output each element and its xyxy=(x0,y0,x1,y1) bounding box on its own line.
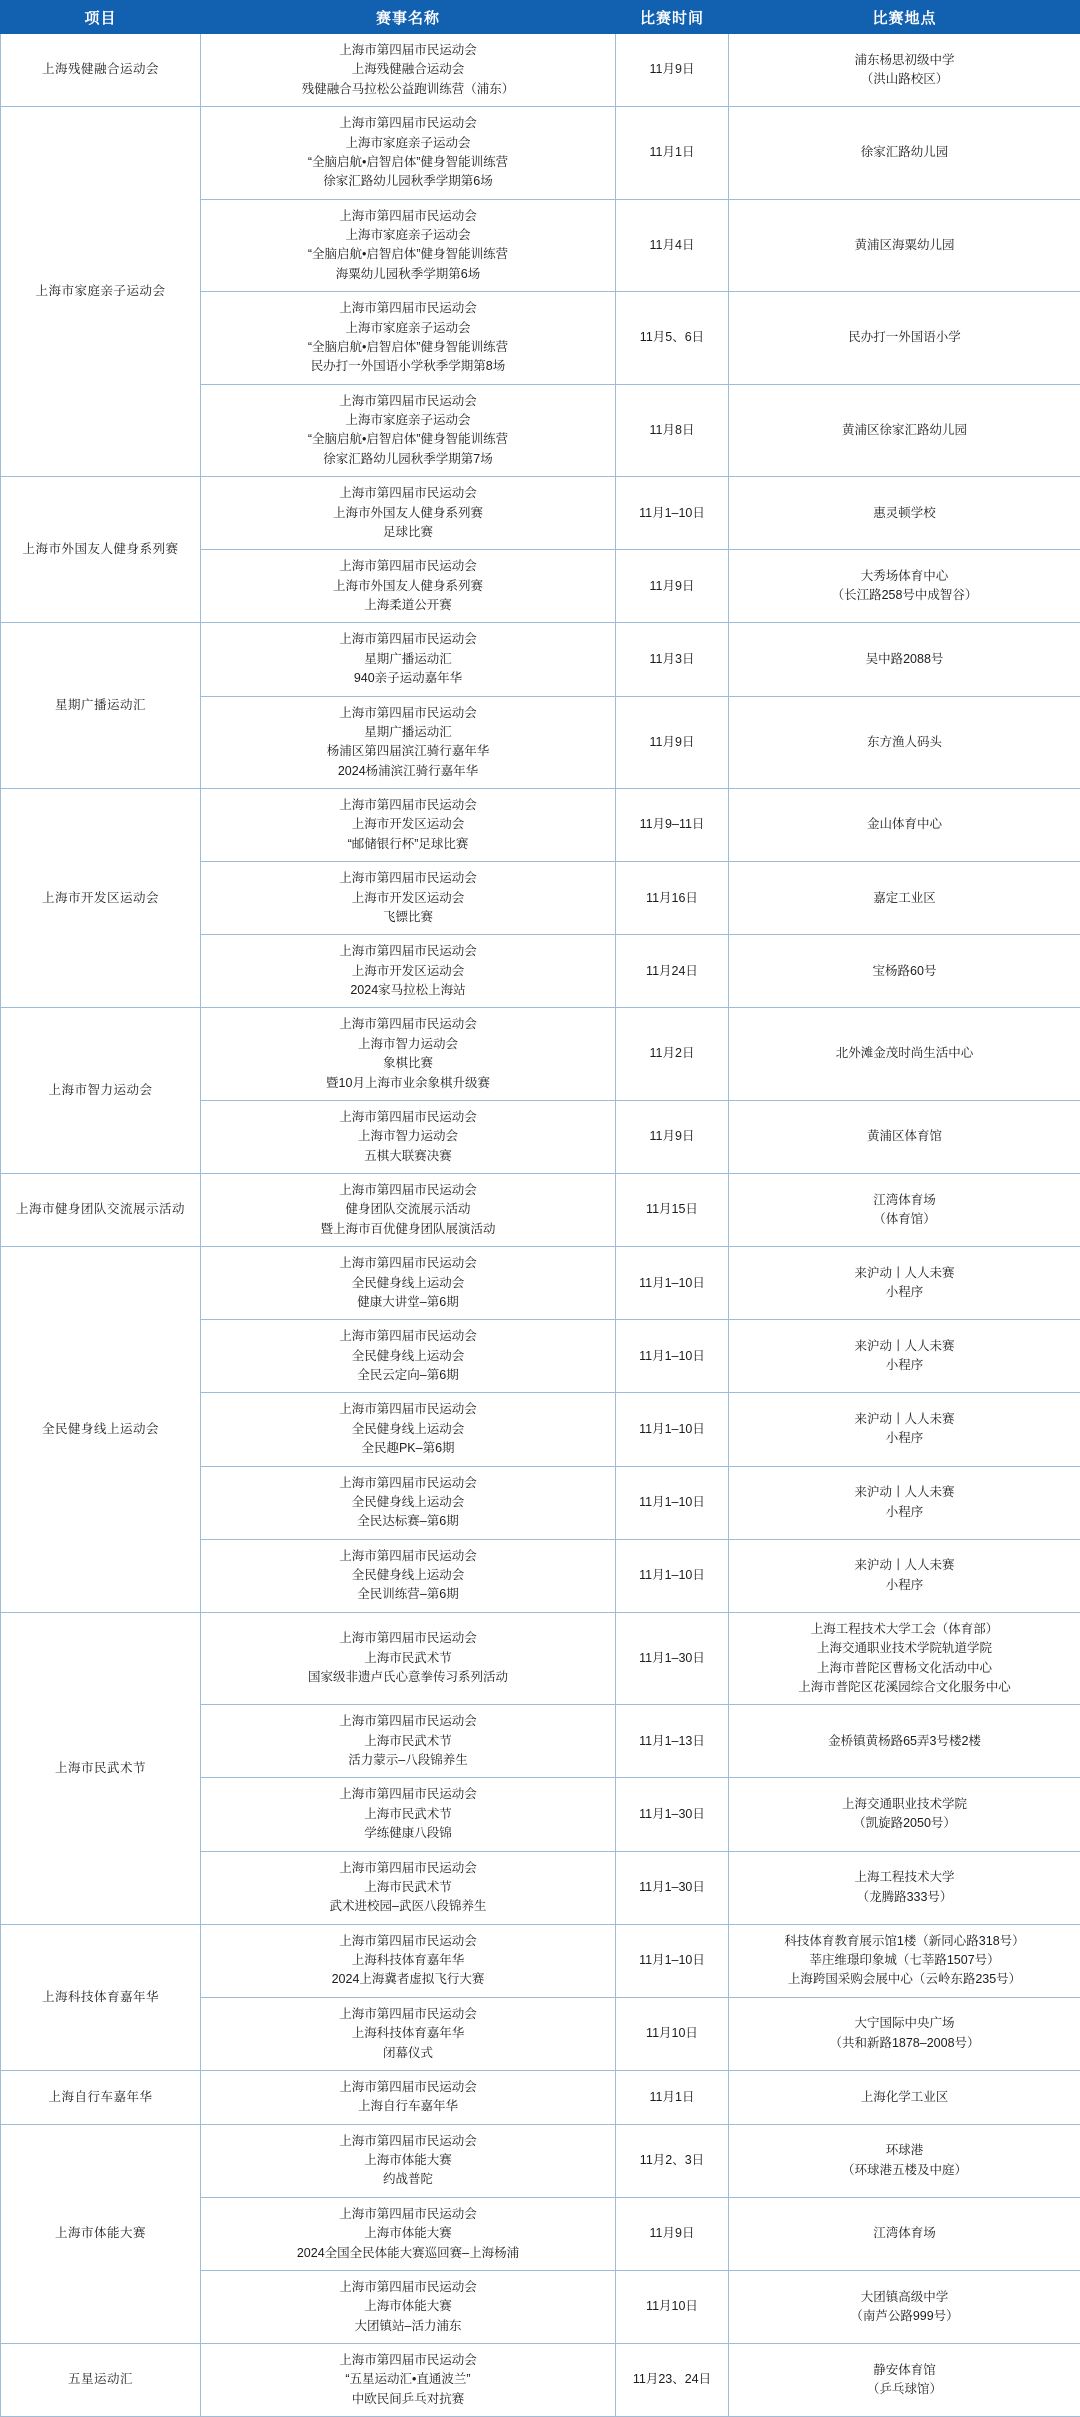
event-name-line: 上海市家庭亲子运动会 xyxy=(205,319,611,338)
event-name-line: 全民健身线上运动会 xyxy=(205,1274,611,1293)
venue-line: 小程序 xyxy=(733,1356,1076,1375)
cell-project: 上海市智力运动会 xyxy=(1,1008,201,1174)
event-name-line: 上海市开发区运动会 xyxy=(205,962,611,981)
table-row xyxy=(1,107,1080,200)
venue-line: 嘉定工业区 xyxy=(733,889,1076,908)
cell-venue xyxy=(729,2070,1080,2124)
cell-venue xyxy=(729,1778,1080,1851)
venue-line: （环球港五楼及中庭） xyxy=(733,2161,1076,2180)
cell-event-name xyxy=(201,1851,616,1924)
table-row xyxy=(1,2344,1080,2417)
cell-project: 五星运动汇 xyxy=(1,2344,201,2417)
event-name-line: 上海市民武术节 xyxy=(205,1805,611,1824)
event-name-line: 上海市智力运动会 xyxy=(205,1127,611,1146)
cell-event-name xyxy=(201,1612,616,1705)
event-name-line: 星期广播运动汇 xyxy=(205,650,611,669)
cell-time: 11月8日 xyxy=(616,384,729,477)
cell-project: 上海市家庭亲子运动会 xyxy=(1,107,201,477)
event-name-line: 上海市第四届市民运动会 xyxy=(205,1932,611,1951)
event-name-line: 全民健身线上运动会 xyxy=(205,1566,611,1585)
cell-venue xyxy=(729,550,1080,623)
cell-event-name xyxy=(201,1778,616,1851)
cell-event-name xyxy=(201,1393,616,1466)
table-row xyxy=(1,34,1080,107)
event-name-line: 民办打一外国语小学秋季学期第8场 xyxy=(205,357,611,376)
cell-time: 11月1–10日 xyxy=(616,1539,729,1612)
event-name-line: 中欧民间乒乓对抗赛 xyxy=(205,2390,611,2409)
venue-line: 科技体育教育展示馆1楼（新同心路318号） xyxy=(733,1932,1076,1951)
cell-venue xyxy=(729,623,1080,696)
venue-line: （乒乓球馆） xyxy=(733,2380,1076,2399)
venue-line: （龙腾路333号） xyxy=(733,1888,1076,1907)
event-name-line: 上海市第四届市民运动会 xyxy=(205,2278,611,2297)
table-body xyxy=(1,34,1080,2417)
venue-line: 黄浦区体育馆 xyxy=(733,1127,1076,1146)
venue-line: 小程序 xyxy=(733,1429,1076,1448)
event-name-line: 全民健身线上运动会 xyxy=(205,1420,611,1439)
cell-time: 11月10日 xyxy=(616,1997,729,2070)
venue-line: 莘庄维璟印象城（七莘路1507号） xyxy=(733,1951,1076,1970)
event-name-line: 活力蒙示–八段锦养生 xyxy=(205,1751,611,1770)
event-name-line: 星期广播运动汇 xyxy=(205,723,611,742)
event-name-line: 上海市外国友人健身系列赛 xyxy=(205,577,611,596)
table-row xyxy=(1,1247,1080,1320)
venue-line: 民办打一外国语小学 xyxy=(733,328,1076,347)
table-row xyxy=(1,789,1080,862)
event-name-line: 上海市第四届市民运动会 xyxy=(205,2205,611,2224)
event-name-line: 健身团队交流展示活动 xyxy=(205,1200,611,1219)
cell-event-name xyxy=(201,935,616,1008)
venue-line: 来沪动丨人人未赛 xyxy=(733,1483,1076,1502)
cell-venue xyxy=(729,107,1080,200)
event-name-line: “全脑启航•启智启体”健身智能训练营 xyxy=(205,245,611,264)
venue-line: 环球港 xyxy=(733,2141,1076,2160)
event-name-line: 上海市家庭亲子运动会 xyxy=(205,134,611,153)
cell-project: 星期广播运动汇 xyxy=(1,623,201,789)
venue-line: 上海交通职业技术学院 xyxy=(733,1795,1076,1814)
cell-time: 11月1–30日 xyxy=(616,1778,729,1851)
event-name-line: “五星运动汇•直通波兰” xyxy=(205,2370,611,2389)
table-row xyxy=(1,1174,1080,1247)
table-header xyxy=(1,1,1080,34)
cell-event-name xyxy=(201,477,616,550)
event-name-line: 上海残健融合运动会 xyxy=(205,60,611,79)
event-name-line: 上海市家庭亲子运动会 xyxy=(205,411,611,430)
cell-event-name xyxy=(201,292,616,385)
venue-line: （共和新路1878–2008号） xyxy=(733,2034,1076,2053)
event-name-line: 上海市智力运动会 xyxy=(205,1035,611,1054)
event-name-line: 上海市外国友人健身系列赛 xyxy=(205,504,611,523)
event-name-line: 上海市第四届市民运动会 xyxy=(205,557,611,576)
cell-time: 11月1–10日 xyxy=(616,477,729,550)
event-name-line: 大团镇站–活力浦东 xyxy=(205,2317,611,2336)
cell-time: 11月1日 xyxy=(616,2070,729,2124)
venue-line: 金桥镇黄杨路65弄3号楼2楼 xyxy=(733,1732,1076,1751)
cell-project: 上海市开发区运动会 xyxy=(1,789,201,1008)
cell-event-name xyxy=(201,2070,616,2124)
event-name-line: 上海市第四届市民运动会 xyxy=(205,796,611,815)
event-name-line: 上海市第四届市民运动会 xyxy=(205,1547,611,1566)
event-name-line: 上海市体能大赛 xyxy=(205,2297,611,2316)
venue-line: 静安体育馆 xyxy=(733,2361,1076,2380)
cell-venue xyxy=(729,935,1080,1008)
cell-venue xyxy=(729,2344,1080,2417)
event-name-line: 上海市第四届市民运动会 xyxy=(205,392,611,411)
cell-time: 11月24日 xyxy=(616,935,729,1008)
cell-venue xyxy=(729,1247,1080,1320)
event-name-line: 全民健身线上运动会 xyxy=(205,1347,611,1366)
cell-event-name xyxy=(201,1924,616,1997)
cell-venue xyxy=(729,1008,1080,1101)
venue-line: 上海化学工业区 xyxy=(733,2088,1076,2107)
cell-event-name xyxy=(201,384,616,477)
venue-line: （洪山路校区） xyxy=(733,70,1076,89)
event-name-line: 上海市第四届市民运动会 xyxy=(205,2005,611,2024)
cell-event-name xyxy=(201,1174,616,1247)
event-name-line: 徐家汇路幼儿园秋季学期第7场 xyxy=(205,450,611,469)
venue-line: 上海市普陀区曹杨文化活动中心 xyxy=(733,1659,1076,1678)
event-name-line: 2024杨浦滨江骑行嘉年华 xyxy=(205,762,611,781)
cell-venue xyxy=(729,292,1080,385)
venue-line: 上海跨国采购会展中心（云岭东路235号） xyxy=(733,1970,1076,1989)
cell-project: 上海残健融合运动会 xyxy=(1,34,201,107)
event-name-line: 2024全国全民体能大赛巡回赛–上海杨浦 xyxy=(205,2244,611,2263)
event-name-line: 全民训练营–第6期 xyxy=(205,1585,611,1604)
cell-project: 全民健身线上运动会 xyxy=(1,1247,201,1613)
event-name-line: 全民云定向–第6期 xyxy=(205,1366,611,1385)
event-name-line: 940亲子运动嘉年华 xyxy=(205,669,611,688)
cell-event-name xyxy=(201,1466,616,1539)
event-name-line: 上海市第四届市民运动会 xyxy=(205,1254,611,1273)
cell-event-name xyxy=(201,696,616,789)
event-name-line: 上海市开发区运动会 xyxy=(205,815,611,834)
cell-project: 上海市外国友人健身系列赛 xyxy=(1,477,201,623)
event-name-line: 杨浦区第四届滨江骑行嘉年华 xyxy=(205,742,611,761)
venue-line: 小程序 xyxy=(733,1503,1076,1522)
event-name-line: 五棋大联赛决赛 xyxy=(205,1147,611,1166)
cell-event-name xyxy=(201,34,616,107)
cell-event-name xyxy=(201,550,616,623)
venue-line: 金山体育中心 xyxy=(733,815,1076,834)
cell-event-name xyxy=(201,1008,616,1101)
cell-time: 11月5、6日 xyxy=(616,292,729,385)
event-name-line: 上海市第四届市民运动会 xyxy=(205,2351,611,2370)
cell-event-name xyxy=(201,1705,616,1778)
cell-venue xyxy=(729,1924,1080,1997)
table-header-row xyxy=(1,1,1080,34)
event-name-line: “全脑启航•启智启体”健身智能训练营 xyxy=(205,430,611,449)
event-name-line: 上海市第四届市民运动会 xyxy=(205,1015,611,1034)
cell-time: 11月1日 xyxy=(616,107,729,200)
event-name-line: 上海科技体育嘉年华 xyxy=(205,1951,611,1970)
cell-venue xyxy=(729,2197,1080,2270)
event-name-line: 飞镖比赛 xyxy=(205,908,611,927)
event-name-line: 上海柔道公开赛 xyxy=(205,596,611,615)
cell-venue xyxy=(729,1851,1080,1924)
venue-line: 小程序 xyxy=(733,1283,1076,1302)
cell-time: 11月4日 xyxy=(616,199,729,292)
cell-event-name xyxy=(201,2344,616,2417)
event-name-line: 上海市第四届市民运动会 xyxy=(205,41,611,60)
event-name-line: 上海市第四届市民运动会 xyxy=(205,1859,611,1878)
event-name-line: 上海市第四届市民运动会 xyxy=(205,1474,611,1493)
event-name-line: 象棋比赛 xyxy=(205,1054,611,1073)
event-name-line: 约战普陀 xyxy=(205,2170,611,2189)
event-name-line: 徐家汇路幼儿园秋季学期第6场 xyxy=(205,172,611,191)
cell-time: 11月9日 xyxy=(616,696,729,789)
cell-event-name xyxy=(201,1539,616,1612)
cell-venue xyxy=(729,1320,1080,1393)
event-name-line: 学练健康八段锦 xyxy=(205,1824,611,1843)
cell-venue xyxy=(729,1100,1080,1173)
venue-line: 小程序 xyxy=(733,1576,1076,1595)
venue-line: 大团镇高级中学 xyxy=(733,2288,1076,2307)
cell-venue xyxy=(729,789,1080,862)
event-name-line: 健康大讲堂–第6期 xyxy=(205,1293,611,1312)
column-header-project: 项目 xyxy=(1,1,201,34)
venue-line: （凯旋路2050号） xyxy=(733,1814,1076,1833)
column-header-venue: 比赛地点 xyxy=(729,1,1080,34)
venue-line: 东方渔人码头 xyxy=(733,733,1076,752)
venue-line: 上海交通职业技术学院轨道学院 xyxy=(733,1639,1076,1658)
cell-time: 11月9日 xyxy=(616,550,729,623)
column-header-time: 比赛时间 xyxy=(616,1,729,34)
cell-event-name xyxy=(201,1997,616,2070)
cell-venue xyxy=(729,1612,1080,1705)
event-name-line: 闭幕仪式 xyxy=(205,2044,611,2063)
venue-line: 大秀场体育中心 xyxy=(733,567,1076,586)
venue-line: 上海工程技术大学工会（体育部） xyxy=(733,1620,1076,1639)
cell-venue xyxy=(729,477,1080,550)
event-name-line: 上海市第四届市民运动会 xyxy=(205,1785,611,1804)
venue-line: 大宁国际中央广场 xyxy=(733,2014,1076,2033)
event-name-line: “全脑启航•启智启体”健身智能训练营 xyxy=(205,153,611,172)
column-header-event-name: 赛事名称 xyxy=(201,1,616,34)
cell-time: 11月1–10日 xyxy=(616,1466,729,1539)
cell-time: 11月15日 xyxy=(616,1174,729,1247)
event-name-line: 上海市第四届市民运动会 xyxy=(205,942,611,961)
event-name-line: 上海市第四届市民运动会 xyxy=(205,484,611,503)
event-name-line: 上海科技体育嘉年华 xyxy=(205,2024,611,2043)
venue-line: （体育馆） xyxy=(733,1210,1076,1229)
event-name-line: 残健融合马拉松公益跑训练营（浦东） xyxy=(205,80,611,99)
table-row xyxy=(1,1612,1080,1705)
cell-time: 11月1–30日 xyxy=(616,1851,729,1924)
cell-time: 11月1–10日 xyxy=(616,1247,729,1320)
cell-project: 上海市健身团队交流展示活动 xyxy=(1,1174,201,1247)
event-name-line: 暨上海市百优健身团队展演活动 xyxy=(205,1220,611,1239)
cell-venue xyxy=(729,1393,1080,1466)
event-name-line: “邮储银行杯”足球比赛 xyxy=(205,835,611,854)
event-name-line: 上海市第四届市民运动会 xyxy=(205,1181,611,1200)
event-name-line: 全民达标赛–第6期 xyxy=(205,1512,611,1531)
venue-line: 黄浦区海粟幼儿园 xyxy=(733,236,1076,255)
cell-time: 11月9日 xyxy=(616,2197,729,2270)
event-name-line: 上海市第四届市民运动会 xyxy=(205,114,611,133)
cell-time: 11月1–13日 xyxy=(616,1705,729,1778)
cell-venue xyxy=(729,1174,1080,1247)
cell-venue xyxy=(729,862,1080,935)
cell-venue xyxy=(729,384,1080,477)
venue-line: （南芦公路999号） xyxy=(733,2307,1076,2326)
cell-time: 11月16日 xyxy=(616,862,729,935)
event-name-line: 上海市体能大赛 xyxy=(205,2151,611,2170)
cell-time: 11月1–10日 xyxy=(616,1320,729,1393)
event-name-line: 国家级非遗卢氏心意拳传习系列活动 xyxy=(205,1668,611,1687)
cell-time: 11月2、3日 xyxy=(616,2124,729,2197)
event-name-line: 上海市第四届市民运动会 xyxy=(205,704,611,723)
cell-project: 上海市体能大赛 xyxy=(1,2124,201,2343)
cell-time: 11月23、24日 xyxy=(616,2344,729,2417)
venue-line: 上海工程技术大学 xyxy=(733,1868,1076,1887)
event-name-line: 2024家马拉松上海站 xyxy=(205,981,611,1000)
cell-event-name xyxy=(201,789,616,862)
cell-event-name xyxy=(201,862,616,935)
event-name-line: 全民趣PK–第6期 xyxy=(205,1439,611,1458)
venue-line: 来沪动丨人人未赛 xyxy=(733,1264,1076,1283)
event-name-line: 2024上海冀者虚拟飞行大赛 xyxy=(205,1970,611,1989)
event-name-line: 上海市第四届市民运动会 xyxy=(205,2132,611,2151)
venue-line: 来沪动丨人人未赛 xyxy=(733,1410,1076,1429)
event-name-line: 暨10月上海市业余象棋升级赛 xyxy=(205,1074,611,1093)
event-name-line: 足球比赛 xyxy=(205,523,611,542)
cell-time: 11月9–11日 xyxy=(616,789,729,862)
cell-time: 11月3日 xyxy=(616,623,729,696)
cell-venue xyxy=(729,696,1080,789)
event-name-line: 上海市第四届市民运动会 xyxy=(205,1108,611,1127)
event-name-line: 上海自行车嘉年华 xyxy=(205,2097,611,2116)
venue-line: 江湾体育场 xyxy=(733,2224,1076,2243)
cell-project: 上海市民武术节 xyxy=(1,1612,201,1924)
cell-project: 上海科技体育嘉年华 xyxy=(1,1924,201,2070)
cell-venue xyxy=(729,2124,1080,2197)
cell-event-name xyxy=(201,2270,616,2343)
cell-time: 11月10日 xyxy=(616,2270,729,2343)
venue-line: 来沪动丨人人未赛 xyxy=(733,1337,1076,1356)
cell-event-name xyxy=(201,107,616,200)
event-name-line: 上海市家庭亲子运动会 xyxy=(205,226,611,245)
event-name-line: 上海市第四届市民运动会 xyxy=(205,207,611,226)
cell-venue xyxy=(729,1539,1080,1612)
cell-time: 11月1–30日 xyxy=(616,1612,729,1705)
event-name-line: 上海市民武术节 xyxy=(205,1649,611,1668)
cell-event-name xyxy=(201,1247,616,1320)
cell-event-name xyxy=(201,199,616,292)
event-name-line: 上海市第四届市民运动会 xyxy=(205,1327,611,1346)
event-name-line: 上海市第四届市民运动会 xyxy=(205,630,611,649)
event-name-line: 上海市第四届市民运动会 xyxy=(205,1629,611,1648)
cell-venue xyxy=(729,2270,1080,2343)
venue-line: 宝杨路60号 xyxy=(733,962,1076,981)
cell-venue xyxy=(729,1705,1080,1778)
venue-line: 徐家汇路幼儿园 xyxy=(733,143,1076,162)
cell-event-name xyxy=(201,2124,616,2197)
venue-line: 浦东杨思初级中学 xyxy=(733,51,1076,70)
cell-project: 上海自行车嘉年华 xyxy=(1,2070,201,2124)
event-name-line: 上海市第四届市民运动会 xyxy=(205,1712,611,1731)
event-name-line: 上海市第四届市民运动会 xyxy=(205,2078,611,2097)
cell-time: 11月9日 xyxy=(616,34,729,107)
event-name-line: 武术进校园–武医八段锦养生 xyxy=(205,1897,611,1916)
event-name-line: “全脑启航•启智启体”健身智能训练营 xyxy=(205,338,611,357)
event-name-line: 上海市民武术节 xyxy=(205,1732,611,1751)
table-row xyxy=(1,477,1080,550)
table-row xyxy=(1,623,1080,696)
cell-venue xyxy=(729,1466,1080,1539)
cell-time: 11月1–10日 xyxy=(616,1924,729,1997)
cell-event-name xyxy=(201,2197,616,2270)
table-row xyxy=(1,1924,1080,1997)
event-name-line: 上海市第四届市民运动会 xyxy=(205,1400,611,1419)
event-name-line: 上海市体能大赛 xyxy=(205,2224,611,2243)
cell-time: 11月1–10日 xyxy=(616,1393,729,1466)
event-name-line: 全民健身线上运动会 xyxy=(205,1493,611,1512)
event-name-line: 上海市开发区运动会 xyxy=(205,889,611,908)
venue-line: 上海市普陀区花溪园综合文化服务中心 xyxy=(733,1678,1076,1697)
table-row xyxy=(1,2070,1080,2124)
venue-line: （长江路258号中成智谷） xyxy=(733,586,1076,605)
venue-line: 江湾体育场 xyxy=(733,1191,1076,1210)
cell-event-name xyxy=(201,1100,616,1173)
cell-time: 11月9日 xyxy=(616,1100,729,1173)
table-row xyxy=(1,1008,1080,1101)
event-name-line: 上海市第四届市民运动会 xyxy=(205,299,611,318)
cell-venue xyxy=(729,1997,1080,2070)
table-row xyxy=(1,2124,1080,2197)
cell-event-name xyxy=(201,1320,616,1393)
venue-line: 惠灵顿学校 xyxy=(733,504,1076,523)
cell-time: 11月2日 xyxy=(616,1008,729,1101)
cell-venue xyxy=(729,199,1080,292)
venue-line: 吴中路2088号 xyxy=(733,650,1076,669)
cell-venue xyxy=(729,34,1080,107)
event-name-line: 海粟幼儿园秋季学期第6场 xyxy=(205,265,611,284)
venue-line: 黄浦区徐家汇路幼儿园 xyxy=(733,421,1076,440)
venue-line: 北外滩金茂时尚生活中心 xyxy=(733,1044,1076,1063)
venue-line: 来沪动丨人人未赛 xyxy=(733,1556,1076,1575)
event-name-line: 上海市民武术节 xyxy=(205,1878,611,1897)
cell-event-name xyxy=(201,623,616,696)
event-name-line: 上海市第四届市民运动会 xyxy=(205,869,611,888)
